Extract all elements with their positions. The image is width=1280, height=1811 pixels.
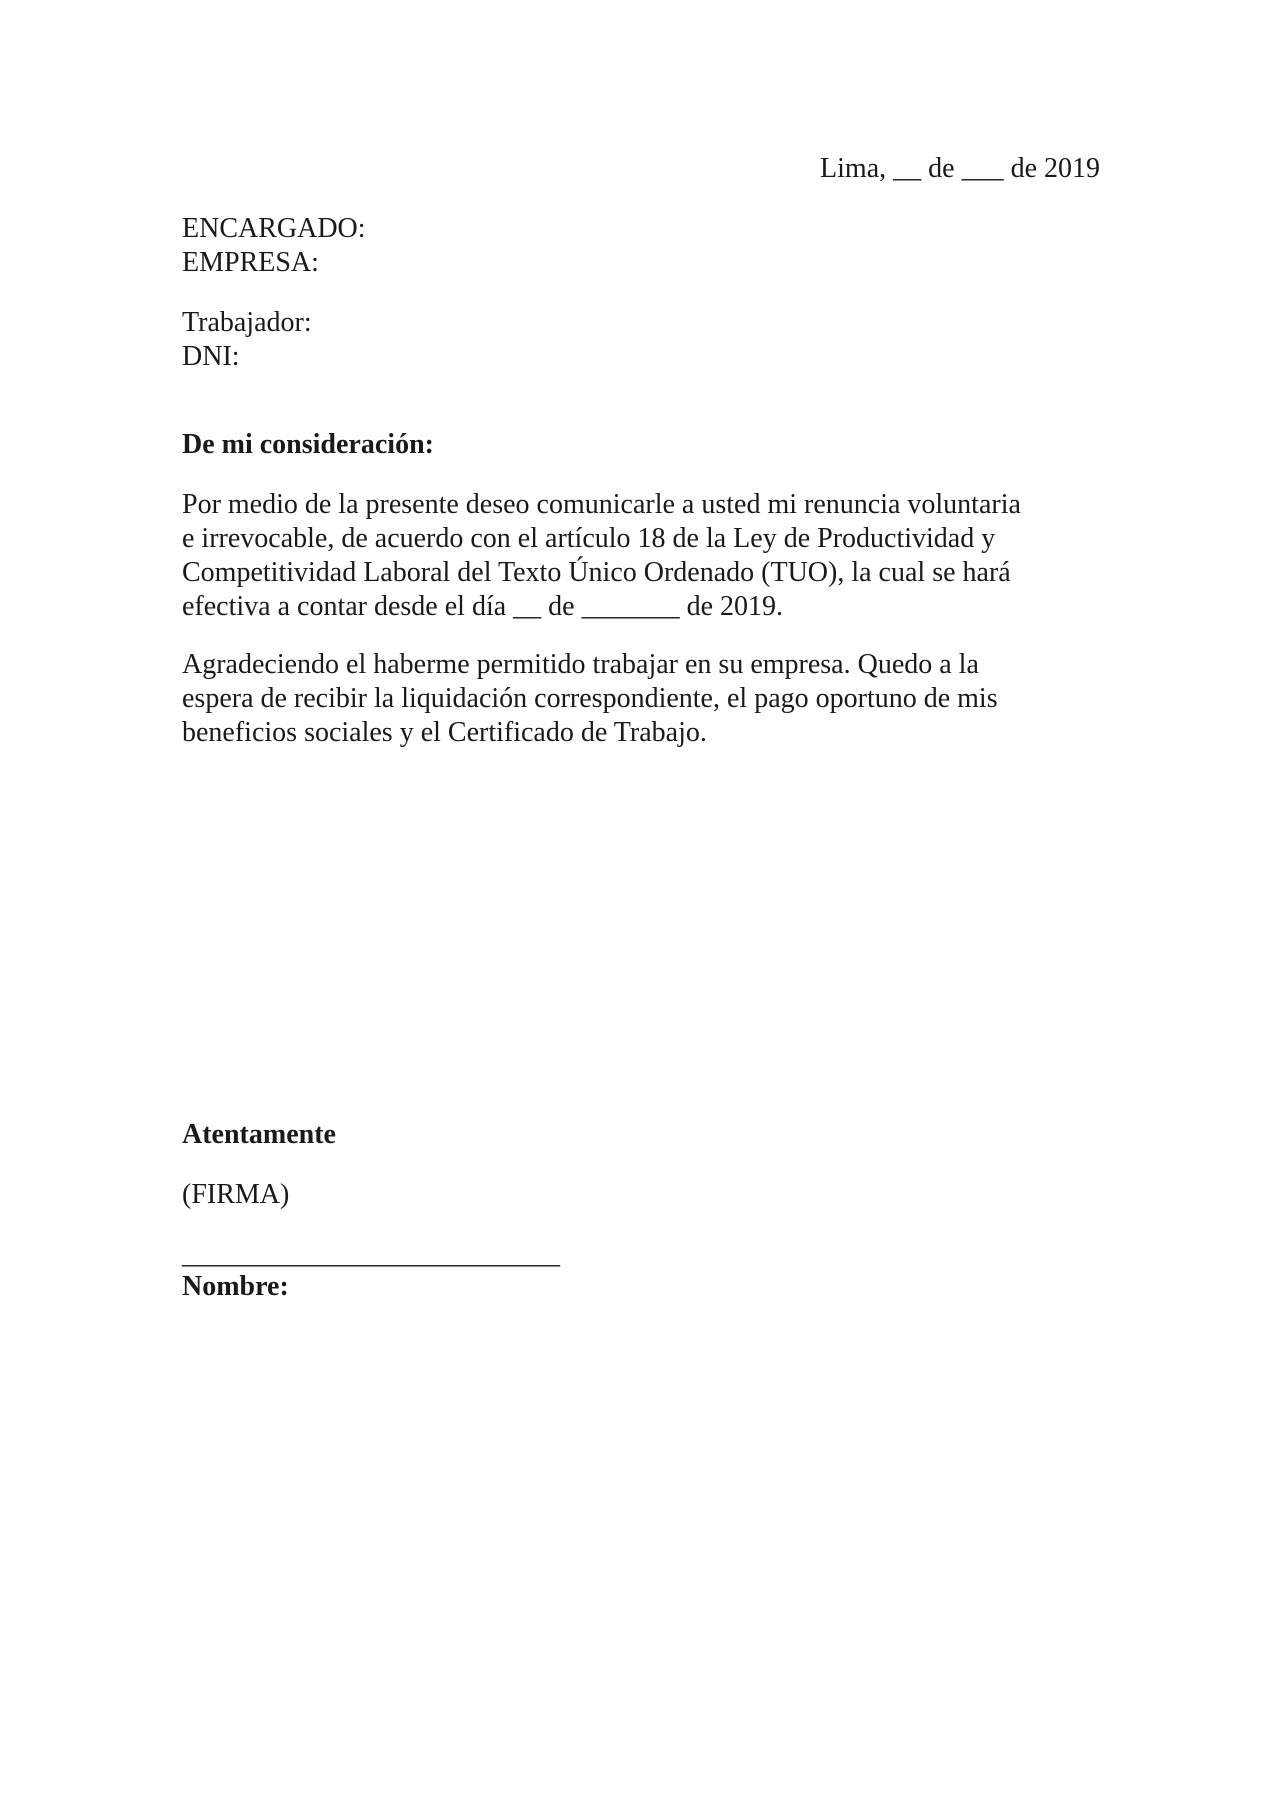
empresa-label: EMPRESA:: [182, 247, 319, 278]
trabajador-label: Trabajador:: [182, 307, 312, 338]
body-paragraph-1: [182, 488, 1102, 624]
dni-label: DNI:: [182, 341, 240, 372]
paragraph-line: beneficios sociales y el Certificado de Trabajo.: [182, 717, 707, 748]
paragraph-line: e irrevocable, de acuerdo con el artículo 18 de la Ley de Productividad y: [182, 523, 996, 554]
signature-placeholder: (FIRMA): [182, 1179, 290, 1210]
signature-line: ___________________________: [182, 1239, 560, 1270]
paragraph-line: Por medio de la presente deseo comunicarle a usted mi renuncia voluntaria: [182, 489, 1021, 520]
worker-block: [182, 306, 1102, 374]
paragraph-line: Agradeciendo el haberme permitido trabajar en su empresa. Quedo a la: [182, 649, 979, 680]
paragraph-line: espera de recibir la liquidación correspondiente, el pago oportuno de mis: [182, 683, 998, 714]
name-label: Nombre:: [182, 1271, 289, 1302]
encargado-label: ENCARGADO:: [182, 213, 366, 244]
salutation: De mi consideración:: [182, 429, 434, 460]
paragraph-line: efectiva a contar desde el día __ de _______ de 2019.: [182, 591, 784, 622]
date-line: Lima, __ de ___ de 2019: [820, 153, 1100, 184]
body-paragraph-2: [182, 648, 1102, 750]
recipient-block: [182, 212, 1102, 280]
closing: Atentamente: [182, 1119, 336, 1150]
paragraph-line: Competitividad Laboral del Texto Único Ordenado (TUO), la cual se hará: [182, 557, 1011, 588]
